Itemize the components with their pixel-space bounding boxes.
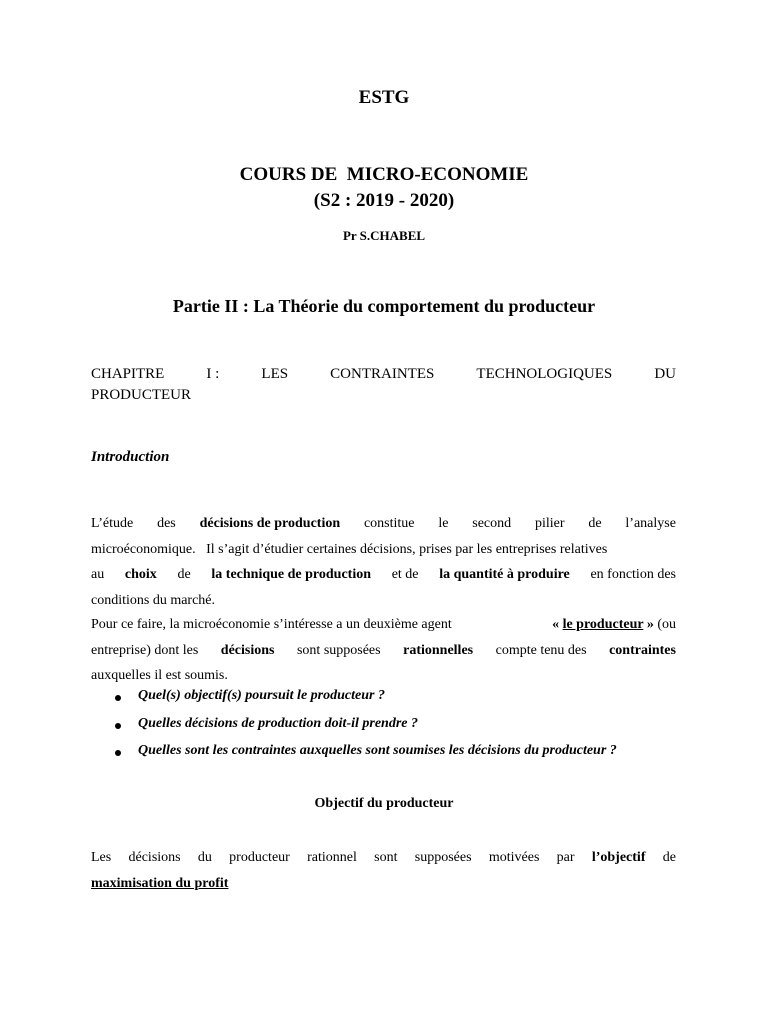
chapter-title-line2: PRODUCTEUR (91, 387, 192, 403)
intro-paragraph-2 (91, 612, 676, 689)
text-run: et de (391, 567, 419, 582)
course-title (0, 162, 768, 214)
quote-mark: « (552, 617, 563, 632)
bold-term: choix (124, 567, 157, 582)
bold-term: la technique de production (211, 567, 371, 582)
question-item (91, 743, 681, 771)
bold-term: décisions de production (199, 516, 341, 531)
question-item (91, 688, 681, 716)
bold-term: rationnelles (403, 642, 474, 658)
paragraph-line (91, 562, 676, 588)
text-run: sont (374, 850, 398, 865)
text-run: compte tenu des (495, 642, 587, 658)
question-text: Quel(s) objectif(s) poursuit le producteur ? (138, 688, 385, 703)
question-list (91, 688, 681, 771)
school-name: ESTG (358, 87, 410, 108)
professor-name: Pr S.CHABEL (342, 228, 426, 243)
bold-term: la quantité à produire (439, 567, 570, 582)
objective-heading: Objectif du producteur (314, 796, 454, 811)
question-text: Quelles sont les contraintes auxquelles sont soumises les décisions du producteur ? (138, 743, 617, 758)
chapter-word: DU (654, 366, 676, 382)
text-run: du (197, 850, 212, 865)
text-run: L’étude (91, 516, 134, 531)
bold-term: l’objectif (591, 850, 646, 865)
text-run: constitue (363, 516, 415, 531)
chapter-title-line1 (91, 364, 676, 385)
paragraph-line: conditions du marché. (91, 592, 216, 608)
text-run: supposées (414, 850, 472, 865)
question-item (91, 716, 681, 744)
introduction-heading: Introduction (91, 449, 170, 465)
chapter-word: CONTRAINTES (330, 366, 435, 382)
text-run: Pour ce faire, la microéconomie s’intéresse a un deuxième agent (91, 617, 452, 632)
text-run: de (662, 850, 676, 865)
bold-underlined-term: le producteur (562, 617, 644, 632)
text-run: (ou (653, 617, 676, 632)
part-title: Partie II : La Théorie du comportement du producteur (172, 296, 596, 316)
objective-paragraph (91, 845, 676, 896)
bold-underlined-term: maximisation du profit (91, 875, 229, 891)
chapter-word: TECHNOLOGIQUES (476, 366, 613, 382)
bullet-icon (115, 750, 121, 756)
text-run: sont supposées (296, 642, 381, 658)
text-run: décisions (128, 850, 181, 865)
text-run: entreprise) dont les (91, 642, 199, 658)
text-run: rationnel (307, 850, 357, 865)
chapter-title (91, 364, 676, 406)
text-run: producteur (229, 850, 290, 865)
text-run: des (157, 516, 176, 531)
chapter-word: CHAPITRE (91, 366, 165, 382)
question-text: Quelles décisions de production doit-il prendre ? (138, 715, 418, 731)
paragraph-line (91, 638, 676, 664)
text-run: pilier (534, 516, 565, 531)
paragraph-line (91, 612, 676, 638)
text-run: en fonction des (590, 567, 676, 582)
text-run: motivées (488, 850, 540, 865)
text-run: au (91, 567, 105, 582)
paragraph-line (91, 511, 676, 537)
text-run: second (472, 516, 512, 531)
paragraph-line: auxquelles il est soumis. (91, 668, 228, 683)
course-title-line1: COURS DE MICRO-ECONOMIE (239, 164, 529, 185)
text-run: de (588, 516, 602, 531)
chapter-word: LES (261, 366, 289, 382)
intro-paragraph-1 (91, 511, 676, 613)
chapter-word: I : (206, 366, 220, 382)
paragraph-line: microéconomique. Il s’agit d’étudier certaines décisions, prises par les entreprises relatives (91, 541, 608, 557)
text-run: par (556, 850, 575, 865)
bold-term: décisions (220, 642, 275, 658)
text-run: de (177, 567, 191, 582)
bold-term: contraintes (609, 642, 676, 658)
bullet-icon (115, 695, 121, 701)
text-run: l’analyse (625, 516, 676, 531)
paragraph-line (91, 845, 676, 871)
text-run: le (438, 516, 449, 531)
course-title-line2: (S2 : 2019 - 2020) (313, 190, 455, 211)
quote-mark: » (643, 617, 654, 632)
bullet-icon (115, 723, 121, 729)
text-run: Les (91, 850, 112, 865)
